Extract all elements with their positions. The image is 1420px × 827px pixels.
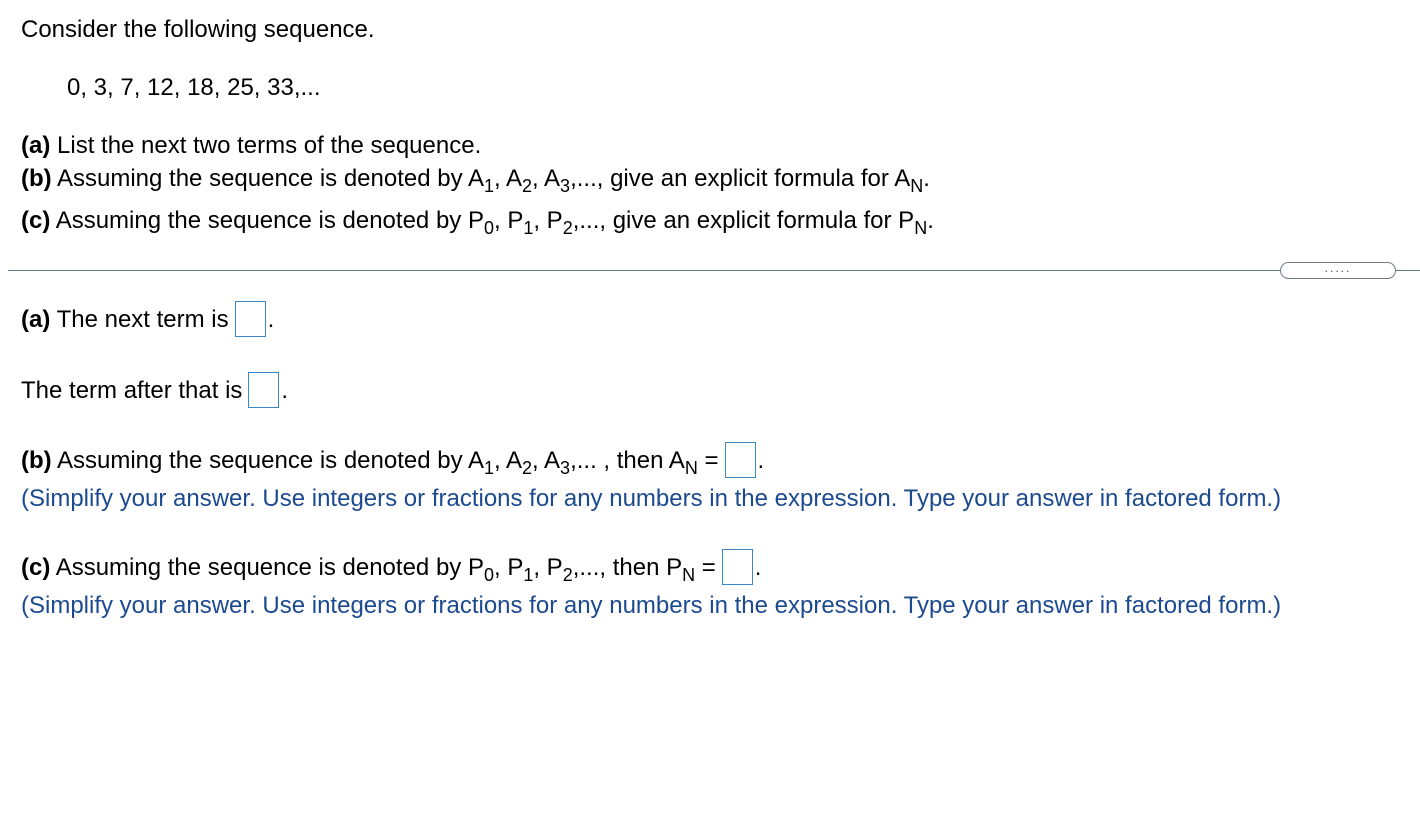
part-a-label: (a) <box>21 132 51 159</box>
answer-c-text-mid: ,..., then P <box>572 554 683 581</box>
answer-b-text-mid: ,... , then A <box>570 447 685 474</box>
answer-a-text: The next term is <box>50 306 229 333</box>
answer-c <box>21 549 761 585</box>
subscript-3: 3 <box>560 458 571 478</box>
term-after-input[interactable] <box>248 372 279 408</box>
subscript-1: 1 <box>523 565 534 585</box>
comma-a: , A <box>532 447 561 474</box>
comma-a: , A <box>493 447 522 474</box>
section-divider <box>8 270 1420 271</box>
period: . <box>754 554 762 581</box>
next-term-input[interactable] <box>235 301 266 337</box>
comma-a: , A <box>532 165 561 192</box>
comma-p: , P <box>533 554 563 581</box>
answer-b <box>21 442 764 478</box>
subscript-n: N <box>682 565 696 585</box>
part-b-label: (b) <box>21 165 52 192</box>
more-options-button[interactable] <box>1280 262 1396 279</box>
answer-a-next-term <box>21 301 274 337</box>
part-b-text-mid: ,..., give an explicit formula for A <box>570 165 911 192</box>
formula-an-input[interactable] <box>725 442 756 478</box>
part-c-label: (c) <box>21 207 51 234</box>
comma-p: , P <box>533 207 563 234</box>
sequence-text: 0, 3, 7, 12, 18, 25, 33,... <box>67 74 321 101</box>
question-intro <box>21 15 375 45</box>
period: . <box>923 165 930 192</box>
subscript-1: 1 <box>483 458 494 478</box>
equals-sign: = <box>695 554 716 581</box>
subscript-2: 2 <box>562 565 573 585</box>
period: . <box>267 306 275 333</box>
answer-c-label: (c) <box>21 554 51 581</box>
part-c-text: Assuming the sequence is denoted by P <box>50 207 484 234</box>
subscript-3: 3 <box>560 176 571 196</box>
subscript-2: 2 <box>522 176 533 196</box>
answer-c-text: Assuming the sequence is denoted by P <box>50 554 484 581</box>
intro-text: Consider the following sequence. <box>21 16 375 43</box>
answer-b-label: (b) <box>21 447 52 474</box>
question-part-a <box>21 131 481 161</box>
subscript-0: 0 <box>483 565 494 585</box>
subscript-1: 1 <box>523 218 534 238</box>
subscript-1: 1 <box>483 176 494 196</box>
sequence-terms <box>67 73 321 103</box>
question-part-b <box>21 164 930 194</box>
term-after-text: The term after that is <box>21 377 243 404</box>
period: . <box>757 447 765 474</box>
period: . <box>281 377 289 404</box>
period: . <box>927 207 934 234</box>
equals-sign: = <box>697 447 719 474</box>
subscript-n: N <box>910 176 924 196</box>
formula-pn-input[interactable] <box>722 549 753 585</box>
part-b-text: Assuming the sequence is denoted by A <box>51 165 484 192</box>
answer-c-hint <box>21 591 1281 621</box>
comma-p: , P <box>493 554 524 581</box>
subscript-n: N <box>684 458 698 478</box>
comma-a: , A <box>493 165 522 192</box>
hint-text: (Simplify your answer. Use integers or fractions for any numbers in the expression. Type your answer in factored form.) <box>21 485 1282 512</box>
subscript-n: N <box>914 218 928 238</box>
subscript-0: 0 <box>483 218 494 238</box>
part-a-text: List the next two terms of the sequence. <box>50 132 482 159</box>
comma-p: , P <box>493 207 524 234</box>
answer-a-term-after <box>21 372 288 408</box>
subscript-2: 2 <box>562 218 573 238</box>
hint-text: (Simplify your answer. Use integers or fractions for any numbers in the expression. Type your answer in factored form.) <box>21 592 1282 619</box>
answer-b-text: Assuming the sequence is denoted by A <box>51 447 484 474</box>
answer-b-hint <box>21 484 1281 514</box>
part-c-text-mid: ,..., give an explicit formula for P <box>572 207 915 234</box>
answer-a-label: (a) <box>21 306 51 333</box>
subscript-2: 2 <box>522 458 533 478</box>
ellipsis-icon: ..... <box>1324 261 1352 275</box>
question-part-c <box>21 206 934 236</box>
